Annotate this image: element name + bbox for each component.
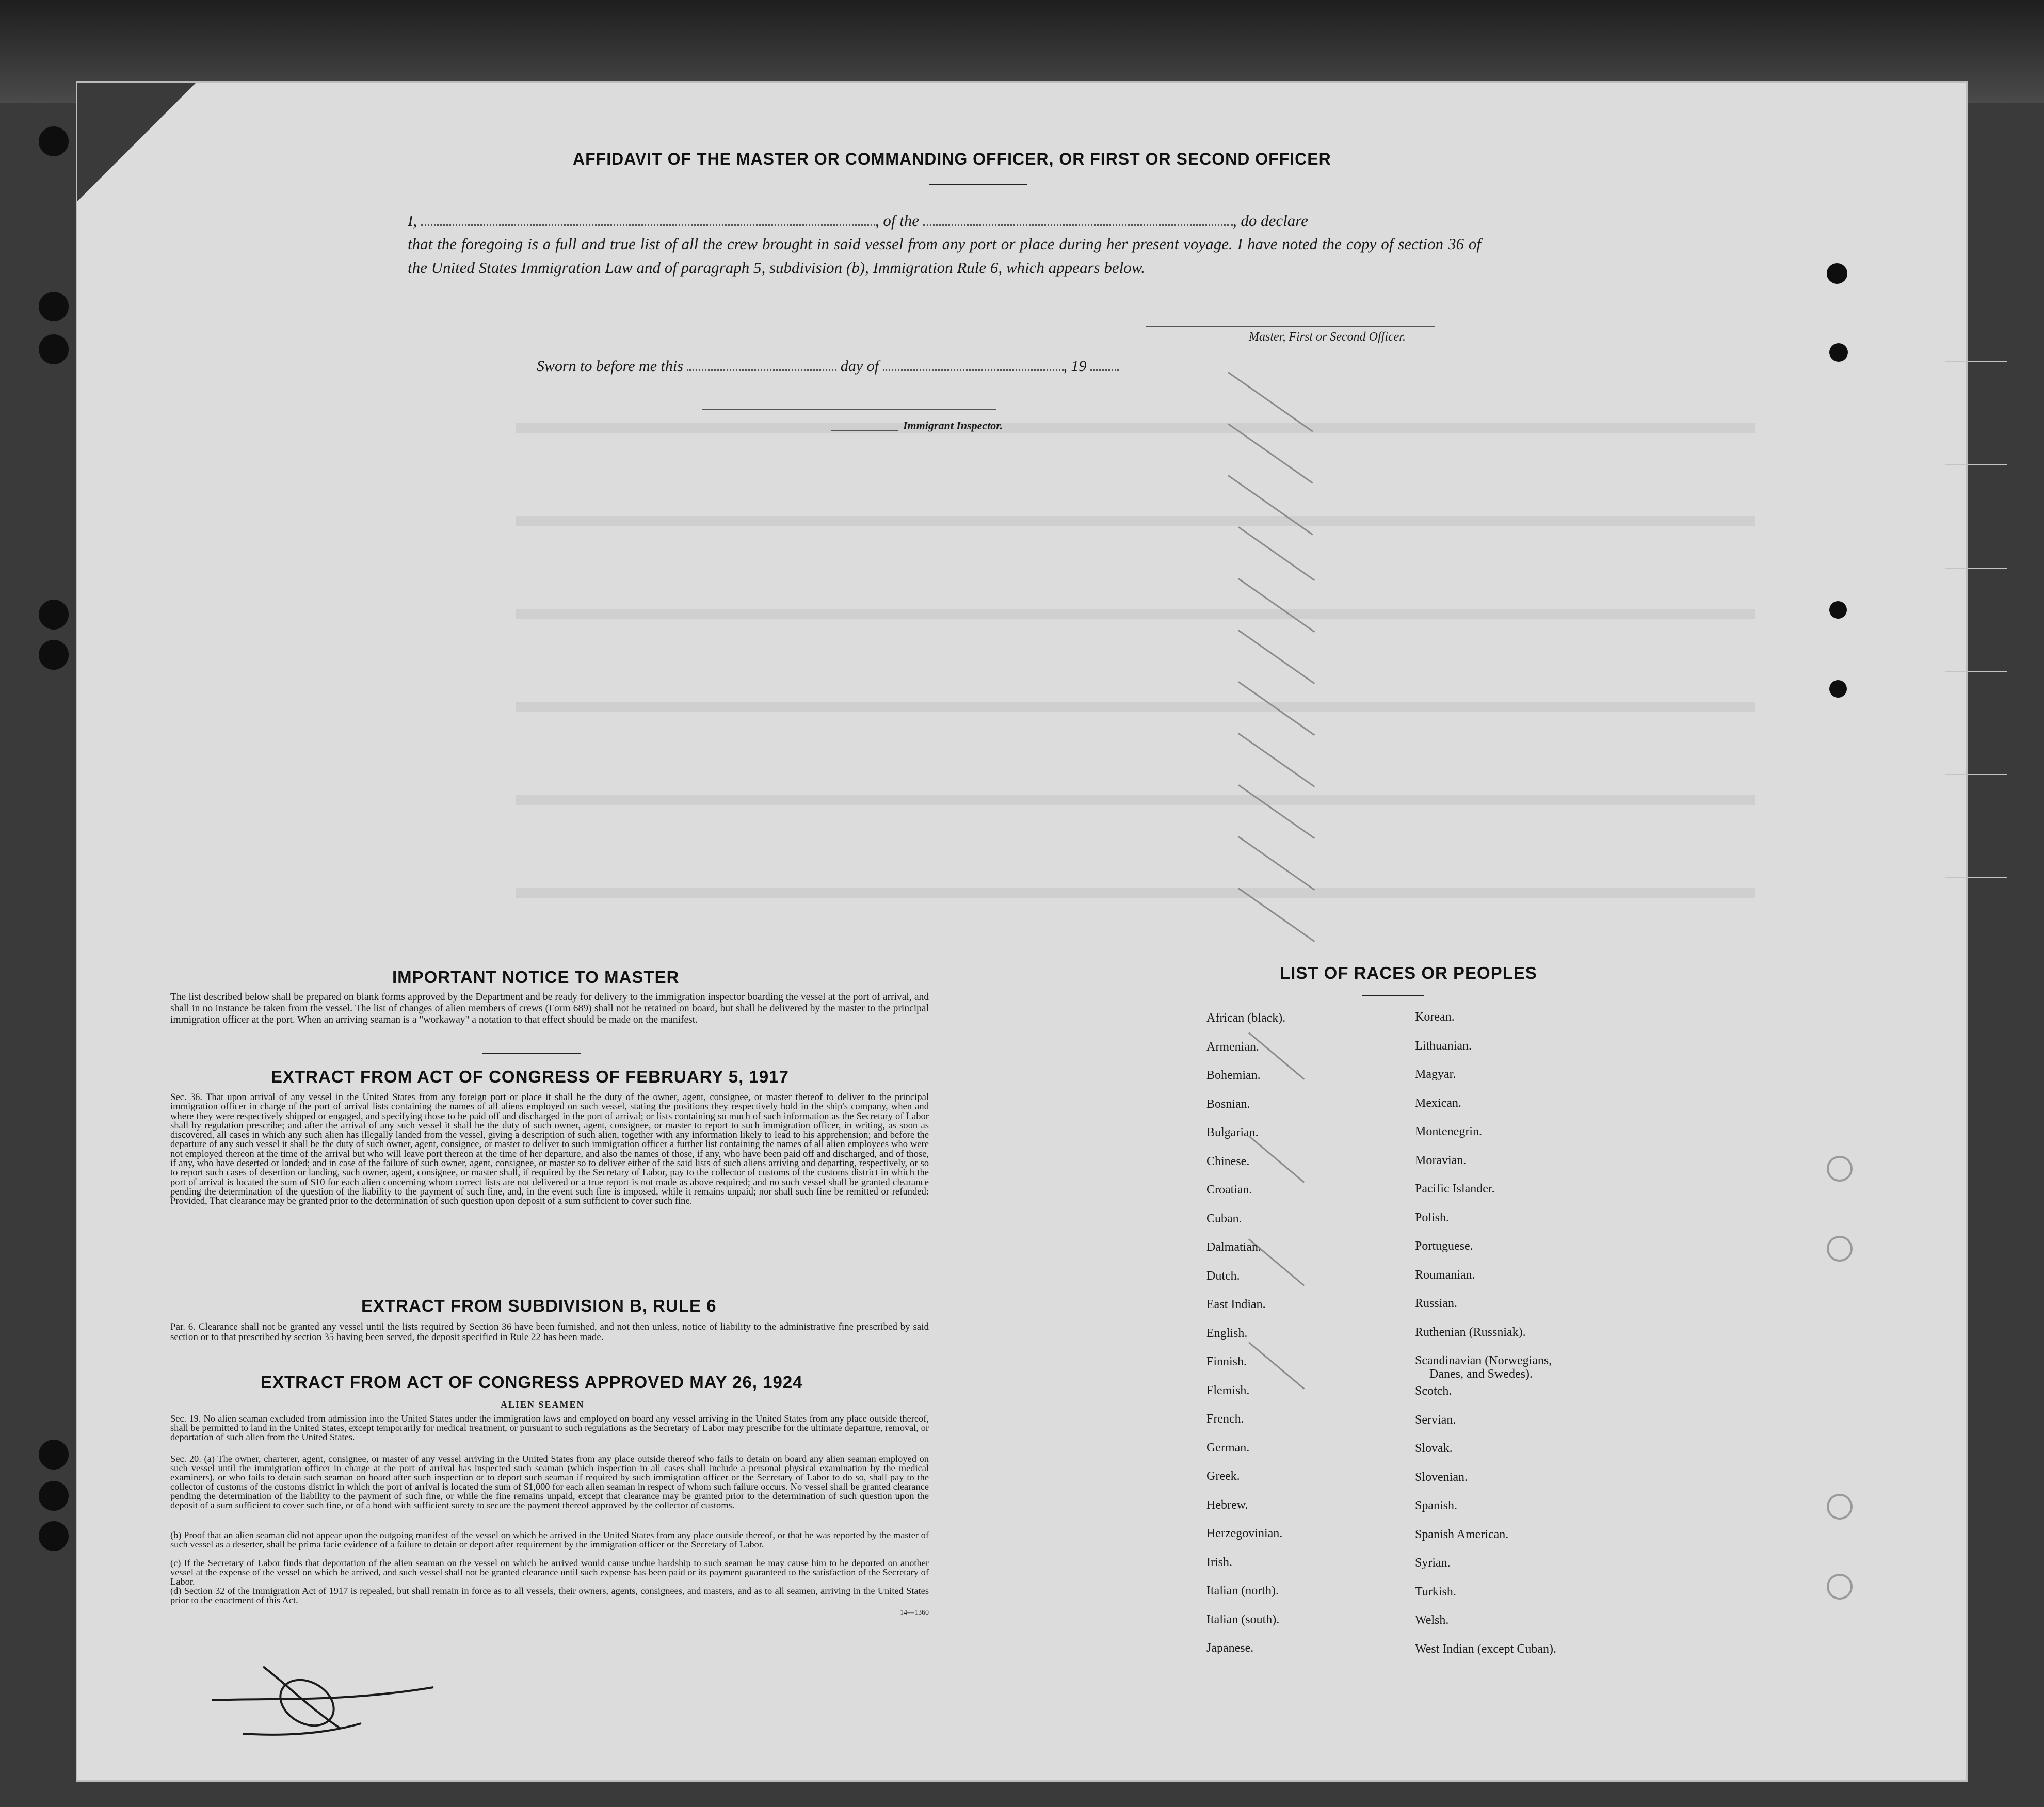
sec20b-body: (b) Proof that an alien seaman did not appear upon the outgoing manifest of the vessel on which he arrived in the United States from any place outside thereof, or that he was reported by the master of such vessel as a deserter, shall be prima facie evidence of a failure to detain or deport after requirement by the immigration officer or the Secretary of Labor. bbox=[170, 1530, 929, 1550]
ghost-hole-mark bbox=[1827, 1236, 1853, 1262]
race-item: Mexican. bbox=[1415, 1096, 1461, 1110]
bleed-through-row bbox=[516, 423, 1755, 433]
race-item: Ruthenian (Russniak). bbox=[1415, 1325, 1526, 1339]
race-item: Spanish. bbox=[1415, 1499, 1458, 1512]
sec20c-body: (c) If the Secretary of Labor finds that deportation of the alien seaman on the vessel on which he arrived would cause undue hardship to such seaman he may cause him to be deported on another vessel at the expense of the vessel on which he arrived, and such vessel shall not be granted clearance until such expense has been paid or its payment guaranteed to the satisfaction of the Secretary of Labor. bbox=[170, 1558, 929, 1587]
race-item: Dutch. bbox=[1206, 1269, 1240, 1283]
race-item: Portuguese. bbox=[1415, 1239, 1473, 1253]
races-title: LIST OF RACES OR PEOPLES bbox=[1280, 963, 1537, 982]
binder-hole bbox=[1829, 601, 1847, 619]
binder-hole bbox=[39, 1481, 69, 1511]
race-item: Greek. bbox=[1206, 1470, 1240, 1483]
rule6-title: EXTRACT FROM SUBDIVISION B, RULE 6 bbox=[361, 1296, 717, 1315]
affidavit-title: AFFIDAVIT OF THE MASTER OR COMMANDING OFFICER, OR FIRST OR SECOND OFFICER bbox=[573, 150, 1331, 168]
bleed-through-row bbox=[516, 888, 1755, 898]
race-item: Cuban. bbox=[1206, 1212, 1242, 1225]
month-blank[interactable] bbox=[883, 360, 1064, 371]
inspector-label: Immigrant Inspector. bbox=[903, 419, 1003, 432]
race-item: Italian (north). bbox=[1206, 1584, 1279, 1598]
handwritten-cancel-mark bbox=[206, 1651, 444, 1754]
sec20d-body: (d) Section 32 of the Immigration Act of 1917 is repealed, but shall remain in force as to all vessels, their owners, agents, consignees, and masters, and as to all seamen, arriving in the United States prior to the enactment of this Act. bbox=[170, 1586, 929, 1605]
extract-1924-title: EXTRACT FROM ACT OF CONGRESS APPROVED MAY 26, 1924 bbox=[261, 1373, 803, 1392]
race-item: Danes, and Swedes). bbox=[1429, 1367, 1533, 1381]
race-item: Scotch. bbox=[1415, 1384, 1452, 1398]
race-item: Herzegovinian. bbox=[1206, 1527, 1283, 1540]
race-item: Italian (south). bbox=[1206, 1612, 1280, 1626]
alien-seamen-subtitle: ALIEN SEAMEN bbox=[501, 1399, 585, 1410]
sec19-body: Sec. 19. No alien seaman excluded from admission into the United States under the immigration laws and employed on board any vessel arriving in the United States from any place outside thereof, shall be permitted to land in the United States, except temporarily for medical treatment, or pursuant to such regulations as the Secretary of Labor may prescribe for the ultimate departure, removal, or deportation of such alien from the United States. bbox=[170, 1413, 929, 1442]
race-item: Japanese. bbox=[1206, 1641, 1254, 1655]
ghost-hole-mark bbox=[1827, 1156, 1853, 1182]
race-item: Montenegrin. bbox=[1415, 1125, 1482, 1138]
folded-corner bbox=[77, 83, 196, 201]
affidavit-body: that the foregoing is a full and true list of all the crew brought in said vessel from any port or place during her present voyage. I have noted the copy of section 36 of the United States Immigration Law and of paragraph 5, subdivision (b), Immigration Rule 6, which appears below. bbox=[408, 235, 1481, 277]
affidavit-of-the: , of the bbox=[875, 212, 920, 230]
day-of-text: day of bbox=[840, 358, 879, 375]
race-item: Turkish. bbox=[1415, 1585, 1456, 1599]
vessel-blank[interactable] bbox=[923, 212, 1233, 226]
binder-hole bbox=[39, 1440, 69, 1470]
race-item: West Indian (except Cuban). bbox=[1415, 1642, 1556, 1656]
ruled-line bbox=[1945, 774, 2007, 775]
race-item: Dalmatian. bbox=[1206, 1240, 1261, 1254]
race-item: Moravian. bbox=[1415, 1153, 1467, 1167]
ruled-line bbox=[1945, 877, 2007, 878]
race-item: Hebrew. bbox=[1206, 1498, 1248, 1512]
notice-title: IMPORTANT NOTICE TO MASTER bbox=[392, 967, 680, 987]
notice-body: The list described below shall be prepared on blank forms approved by the Department and be ready for delivery to the immigration inspector boarding the vessel at the port of arrival, and shall in no instance be taken from the vessel. The list of changes of alien members of crews (Form 689) shall not be retained on board, but shall be delivered by the master to the principal immigration officer at the port. When an arriving seaman is a "workaway" a notation to that effect should be made on the manifest. bbox=[170, 992, 929, 1025]
year-blank[interactable] bbox=[1090, 360, 1119, 371]
binder-hole bbox=[1829, 680, 1847, 698]
signature-label: Master, First or Second Officer. bbox=[1249, 330, 1406, 344]
binder-hole bbox=[39, 1521, 69, 1551]
sworn-line bbox=[537, 358, 1119, 375]
race-item: Lithuanian. bbox=[1415, 1039, 1472, 1053]
race-item: Bulgarian. bbox=[1206, 1126, 1259, 1139]
year-prefix: , 19 bbox=[1063, 358, 1087, 375]
race-item: Finnish. bbox=[1206, 1355, 1247, 1368]
binder-hole bbox=[39, 600, 69, 630]
bleed-through-row bbox=[516, 795, 1755, 805]
race-item: Slovak. bbox=[1415, 1442, 1453, 1455]
binder-hole bbox=[39, 334, 69, 364]
race-item: Scandinavian (Norwegians, bbox=[1415, 1354, 1552, 1367]
binder-hole bbox=[1829, 343, 1848, 362]
affidavit-page bbox=[77, 83, 1966, 1780]
race-item: African (black). bbox=[1206, 1011, 1286, 1025]
bleed-through-row bbox=[516, 702, 1755, 712]
race-item: Chinese. bbox=[1206, 1154, 1250, 1168]
race-item: Welsh. bbox=[1415, 1614, 1449, 1627]
race-item: Syrian. bbox=[1415, 1556, 1451, 1570]
extract-1917-title: EXTRACT FROM ACT OF CONGRESS OF FEBRUARY 5, 1917 bbox=[271, 1067, 789, 1086]
race-item: French. bbox=[1206, 1412, 1244, 1426]
races-rule bbox=[1362, 995, 1424, 996]
ghost-hole-mark bbox=[1827, 1574, 1853, 1600]
binder-hole bbox=[39, 640, 69, 670]
race-item: East Indian. bbox=[1206, 1298, 1266, 1311]
race-item: Bohemian. bbox=[1206, 1069, 1261, 1082]
inspector-short-line bbox=[831, 430, 898, 431]
signature-line[interactable] bbox=[1146, 326, 1435, 327]
bleed-through-row bbox=[516, 609, 1755, 619]
title-rule bbox=[929, 184, 1027, 185]
sworn-text: Sworn to before me this bbox=[537, 358, 683, 375]
name-blank[interactable] bbox=[421, 212, 875, 226]
inspector-signature-line[interactable] bbox=[702, 409, 996, 410]
race-item: Magyar. bbox=[1415, 1068, 1456, 1081]
race-item: Korean. bbox=[1415, 1010, 1455, 1024]
extract-1917-body: Sec. 36. That upon arrival of any vessel in the United States from any foreign port or place it shall be the duty of the owner, agent, consignee, or master thereof to deliver to the principal immigration officer in charge of the port of arrival lists containing the names of all aliens employed on such vessel, stating the positions they respectively hold in the ship's company, when and where they were respectively shipped or engaged, and specifying those to be paid off and discharged in the port of arrival; or lists containing so much of such information as the Secretary of Labor shall by regulation prescribe; and after the arrival of any such vessel it shall be the duty of such owner, agent, consignee, or master to report to such immigration officer, in writing, as soon as discovered, all cases in which any such alien has illegally landed from the vessel, giving a description of such alien, together with any information likely to lead to his apprehension; and before the departure of any such vessel it shall be the duty of such owner, agent, consignee, or master to deliver to such immigration officer a further list containing the names of all alien employees who were not employed thereon at the time of the arrival but who will leave port thereon at the time of her departure, and also the names of those, if any, who have been paid off and discharged, and of those, if any, who have deserted or landed; and in case of the failure of such owner, agent, consignee, or master so to deliver either of the said lists of such aliens arriving and departing, respectively, or so to report such cases of desertion or landing, such owner, agent, consignee, or master shall, if required by the Secretary of Labor, pay to the collector of customs of the customs district in which the port of arrival is located the sum of $10 for each alien concerning whom correct lists are not delivered or a true report is not made as above required; and no such vessel shall be granted clearance pending the determination of the question of the liability to the payment of such fine, and, in the event such fine is imposed, while it remains unpaid; nor shall such fine be remitted or refunded: Provided, That clearance may be granted prior to the determination of such question upon deposit of a sum sufficient to cover such fine. bbox=[170, 1092, 929, 1207]
race-item: Russian. bbox=[1415, 1297, 1458, 1310]
affidavit-declaration-line bbox=[408, 209, 1481, 233]
race-item: Bosnian. bbox=[1206, 1097, 1250, 1111]
race-item: Flemish. bbox=[1206, 1383, 1250, 1397]
race-item: English. bbox=[1206, 1326, 1248, 1340]
ruled-line bbox=[1945, 568, 2007, 569]
form-number: 14—1360 bbox=[900, 1609, 929, 1617]
bleed-through-row bbox=[516, 516, 1755, 526]
day-blank[interactable] bbox=[687, 360, 836, 371]
notice-rule bbox=[482, 1053, 581, 1054]
binder-hole bbox=[39, 292, 69, 321]
sec20a-body: Sec. 20. (a) The owner, charterer, agent, consignee, or master of any vessel arriving in the United States from any place outside thereof who fails to detain on board any alien seaman employed on such vessel until the immigration officer in charge at the port of arrival has inspected such seaman (which inspection in all cases shall include a personal physical examination by the medical examiners), or who fails to detain such seaman on board after such inspection or to deport such seaman if required by such immigration officer or the Secretary of Labor to do so, shall pay to the collector of customs of the customs district in which the port of arrival is located the sum of $1,000 for each alien seaman in respect of whom such failure occurs. No vessel shall be granted clearance pending the determination of the liability to the payment of such fine, or while the fine remains unpaid, except that clearance may be granted prior to the determination of such question upon the deposit of a sum sufficient to cover such fine, or of a bond with sufficient surety to secure the payment thereof approved by the collector of customs. bbox=[170, 1454, 929, 1510]
race-item: Pacific Islander. bbox=[1415, 1182, 1495, 1196]
ruled-line bbox=[1945, 671, 2007, 672]
ruled-line bbox=[1945, 464, 2007, 465]
race-item: Roumanian. bbox=[1415, 1268, 1475, 1282]
race-item: Croatian. bbox=[1206, 1183, 1252, 1197]
race-item: Polish. bbox=[1415, 1211, 1450, 1224]
affidavit-i: I, bbox=[408, 212, 417, 230]
ghost-hole-mark bbox=[1827, 1494, 1853, 1520]
rule6-body: Par. 6. Clearance shall not be granted any vessel until the lists required by Section 36 have been furnished, and not then unless, notice of liability to the administrative fine prescribed by said section or to that prescribed by section 35 having been served, the deposit specified in Rule 22 has been made. bbox=[170, 1321, 929, 1343]
race-item: Slovenian. bbox=[1415, 1470, 1468, 1484]
race-item: Spanish American. bbox=[1415, 1527, 1509, 1541]
race-item: Servian. bbox=[1415, 1413, 1456, 1427]
ruled-line bbox=[1945, 361, 2007, 362]
race-item: Irish. bbox=[1206, 1555, 1232, 1569]
race-item: Armenian. bbox=[1206, 1040, 1259, 1054]
affidavit-declare: , do declare bbox=[1232, 212, 1308, 230]
binder-hole bbox=[1827, 263, 1847, 284]
binder-hole bbox=[39, 126, 69, 156]
race-item: German. bbox=[1206, 1441, 1250, 1455]
